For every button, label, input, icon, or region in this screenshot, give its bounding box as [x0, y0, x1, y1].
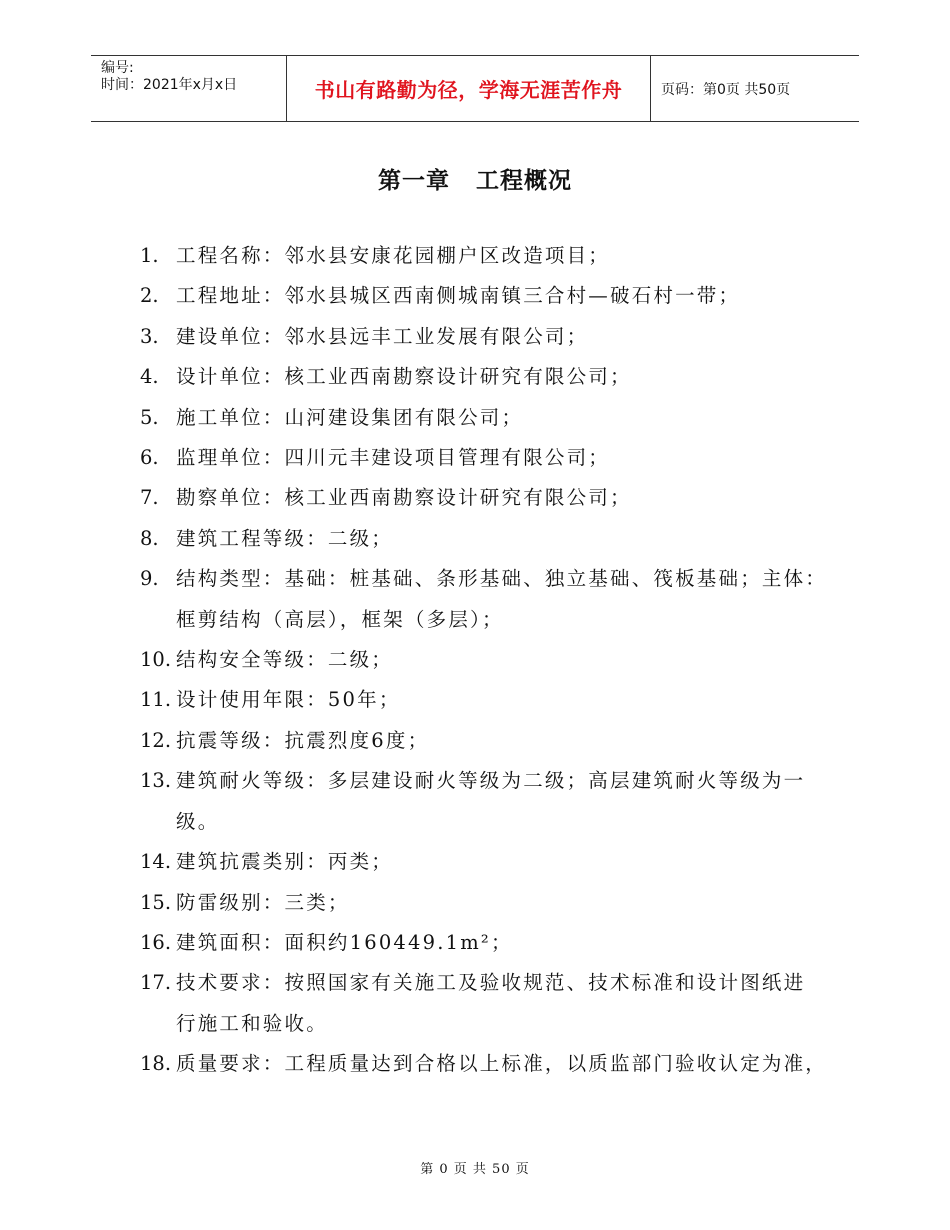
list-item	[140, 438, 830, 478]
list-item	[140, 802, 830, 842]
list-item-text: 建设单位：邻水县远丰工业发展有限公司；	[176, 324, 589, 348]
list-item-number: 6.	[140, 446, 159, 470]
list-item-text: 框剪结构（高层），框架（多层）；	[176, 607, 504, 631]
chapter-title: 工程概况	[476, 168, 572, 194]
list-item	[140, 236, 830, 276]
page-header	[91, 55, 859, 122]
list-item	[140, 883, 830, 923]
list-item-number: 18.	[140, 1052, 172, 1076]
list-item-number: 15.	[140, 890, 172, 914]
list-item-number: 3.	[140, 324, 159, 348]
list-item	[140, 559, 830, 599]
list-item-number: 1.	[140, 244, 159, 267]
list-item-text: 结构安全等级：二级；	[176, 648, 394, 672]
list-item	[140, 398, 830, 438]
list-item-number: 10.	[140, 648, 172, 672]
list-item-text: 监理单位：四川元丰建设项目管理有限公司；	[176, 446, 611, 470]
list-item	[140, 519, 830, 559]
chapter-number: 第一章	[378, 168, 450, 194]
list-item-text: 工程地址：邻水县城区西南侧城南镇三合村—破石村一带；	[176, 284, 741, 308]
list-item-text: 建筑工程等级：二级；	[176, 526, 394, 550]
list-item	[140, 923, 830, 963]
project-overview-list	[140, 236, 830, 1085]
list-item-number: 11.	[140, 688, 172, 712]
list-item-text: 施工单位：山河建设集团有限公司；	[176, 405, 524, 429]
list-item-text: 勘察单位：核工业西南勘察设计研究有限公司；	[176, 486, 632, 510]
list-item	[140, 600, 830, 640]
list-item-text: 抗震等级：抗震烈度6度；	[176, 728, 430, 752]
page-footer: 第 0 页 共 50 页	[420, 1162, 530, 1177]
list-item	[140, 721, 830, 761]
list-item	[140, 276, 830, 316]
list-item-number: 8.	[140, 526, 159, 550]
list-item-number	[140, 802, 176, 842]
list-item-number: 13.	[140, 769, 172, 793]
list-item-text: 防雷级别：三类；	[176, 890, 350, 914]
list-item-number	[140, 600, 176, 640]
list-item-text: 设计使用年限：50年；	[176, 688, 401, 712]
document-number-label: 编号:	[101, 60, 134, 76]
list-item-number: 5.	[140, 405, 159, 429]
header-motto: 书山有路勤为径，学海无涯苦作舟	[287, 56, 651, 121]
list-item	[140, 680, 830, 720]
list-item-text: 建筑抗震类别：丙类；	[176, 850, 394, 874]
list-item-text: 设计单位：核工业西南勘察设计研究有限公司；	[176, 365, 632, 389]
list-item-number: 12.	[140, 728, 172, 752]
list-item	[140, 842, 830, 882]
list-item	[140, 1004, 830, 1044]
list-item-text: 结构类型：基础：桩基础、条形基础、独立基础、筏板基础；主体：	[176, 567, 828, 591]
list-item	[140, 357, 830, 397]
list-item-text: 行施工和验收。	[176, 1011, 328, 1035]
list-item-text: 工程名称：邻水县安康花园棚户区改造项目；	[176, 244, 611, 267]
header-meta	[91, 56, 287, 121]
list-item	[140, 640, 830, 680]
list-item-number: 16.	[140, 930, 172, 954]
list-item	[140, 1044, 830, 1084]
list-item-number: 4.	[140, 365, 159, 389]
list-item	[140, 317, 830, 357]
header-page-info: 页码：第0页 共50页	[661, 81, 791, 98]
list-item-number: 14.	[140, 850, 172, 874]
list-item-number: 2.	[140, 284, 159, 308]
list-item-number: 9.	[140, 567, 159, 591]
list-item	[140, 761, 830, 801]
list-item-number: 17.	[140, 971, 172, 995]
list-item	[140, 478, 830, 518]
list-item-text: 建筑面积：面积约160449.1m²；	[176, 930, 513, 954]
list-item	[140, 963, 830, 1003]
list-item-text: 质量要求：工程质量达到合格以上标准，以质监部门验收认定为准，	[176, 1052, 828, 1076]
chapter-heading	[0, 162, 950, 195]
list-item-text: 建筑耐火等级：多层建设耐火等级为二级；高层建筑耐火等级为一	[176, 769, 806, 793]
document-time: 时间：2021年x月x日	[101, 77, 238, 93]
list-item-text: 技术要求：按照国家有关施工及验收规范、技术标准和设计图纸进	[176, 971, 806, 995]
list-item-text: 级。	[176, 809, 220, 833]
list-item-number: 7.	[140, 486, 159, 510]
list-item-number	[140, 1004, 176, 1044]
